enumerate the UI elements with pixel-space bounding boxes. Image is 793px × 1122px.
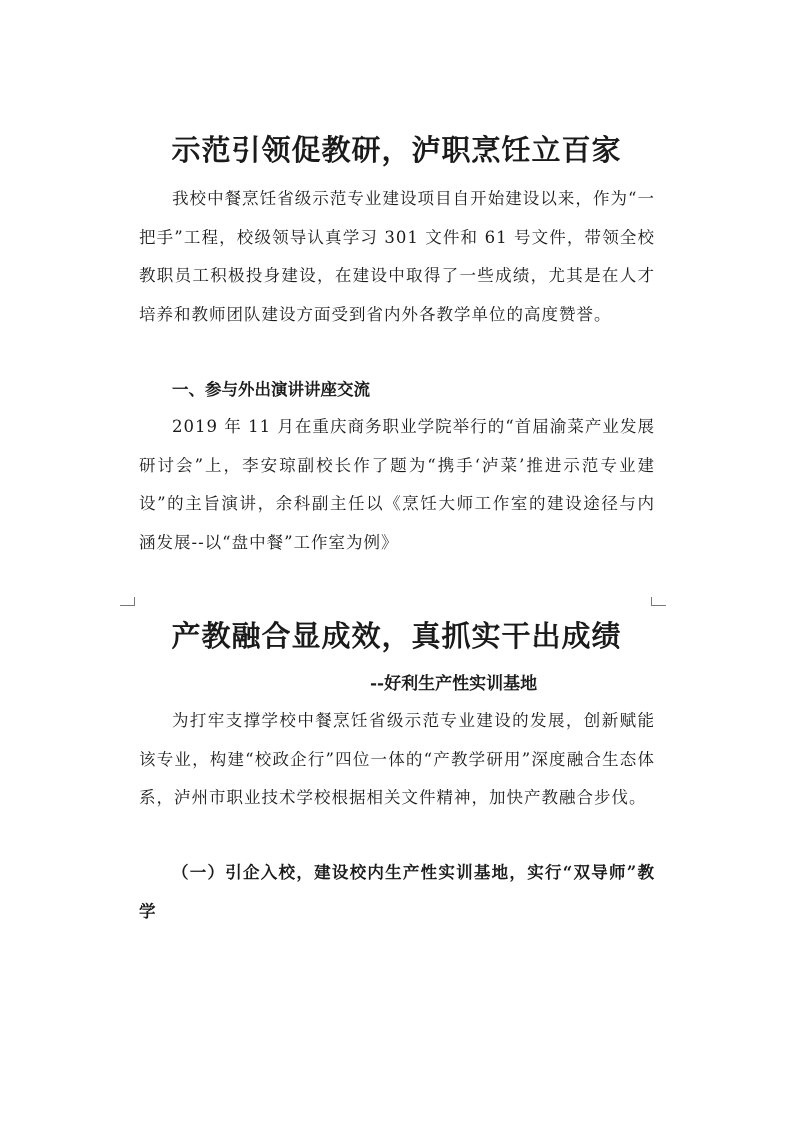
- page-corner-mark-left: [120, 597, 135, 606]
- section2-title: 产教融合显成效，真抓实干出成绩: [171, 619, 622, 653]
- section1-intro-paragraph: 我校中餐烹饪省级示范专业建设项目自开始建设以来，作为“一把手”工程，校级领导认真学习 301 文件和 61 号文件，带领全校教职员工积极投身建设，在建设中取得了一些成绩，尤其是在人才培养和教师团队建设方面受到省内外各教学单位的高度赞誉。: [139, 189, 655, 325]
- section2-heading: （一）引企入校，建设校内生产性实训基地，实行“双导师”教学: [139, 863, 655, 921]
- section1-title: 示范引领促教研，泸职烹饪立百家: [171, 133, 622, 167]
- page-corner-mark-right: [651, 597, 666, 606]
- section2-intro-paragraph: 为打牢支撑学校中餐烹饪省级示范专业建设的发展，创新赋能该专业，构建“校政企行”四位一体的“产教学研用”深度融合生态体系，泸州市职业技术学校根据相关文件精神，加快产教融合步伐。: [139, 711, 655, 808]
- section2-subtitle: --好利生产性实训基地: [370, 674, 538, 694]
- section1-heading: 一、参与外出演讲讲座交流: [172, 380, 370, 399]
- section1-body-paragraph: 2019 年 11 月在重庆商务职业学院举行的“首届渝菜产业发展研讨会”上，李安琼副校长作了题为“携手‘泸菜’推进示范专业建设”的主旨演讲，余科副主任以《烹饪大师工作室的建设途径与内涵发展--以“盘中餐”工作室为例》: [139, 417, 655, 553]
